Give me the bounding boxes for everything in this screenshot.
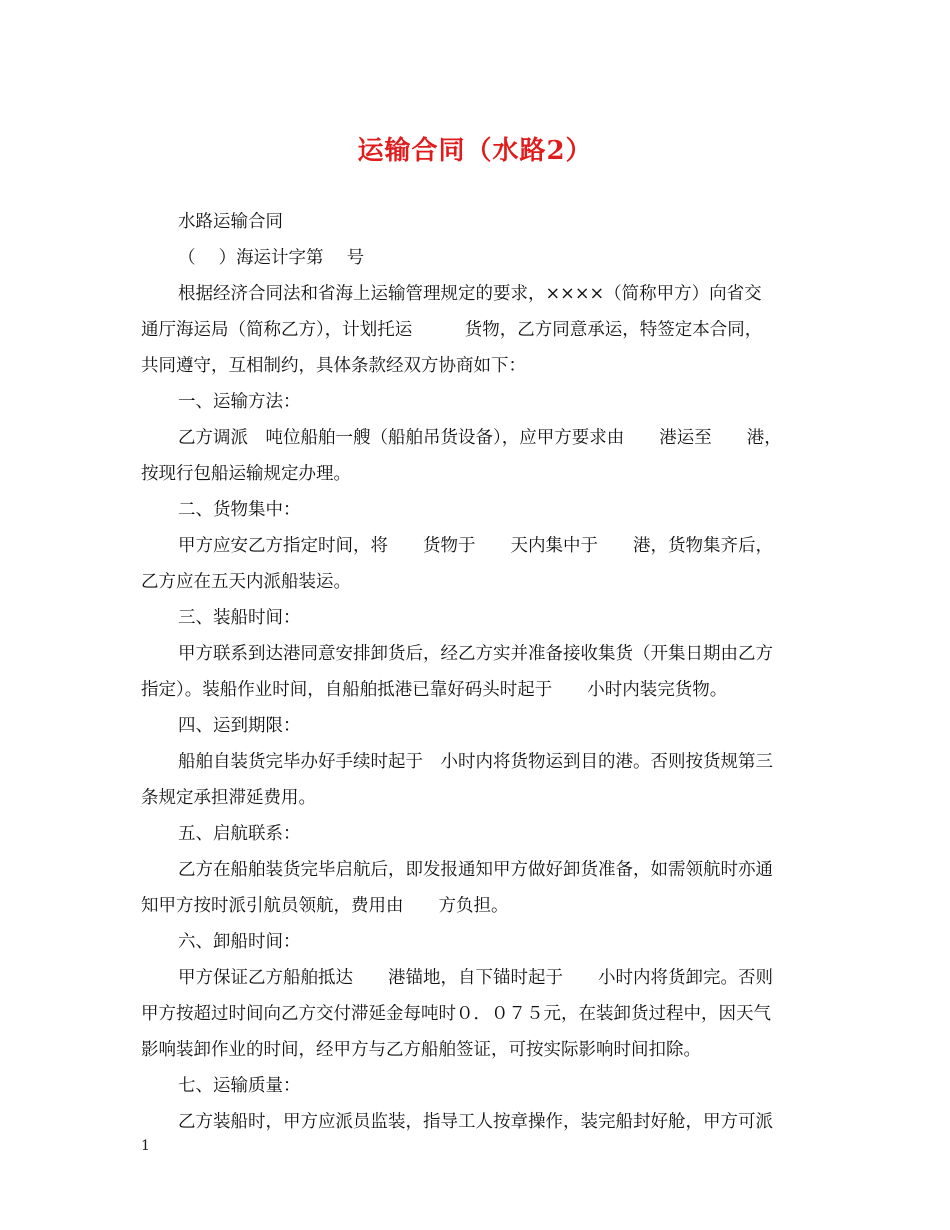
- text-line: 乙方装船时，甲方应派员监装，指导工人按章操作，装完船封好舱，甲方可派: [178, 1112, 773, 1132]
- text-line: 七、运输质量：: [178, 1076, 301, 1096]
- text-line: 乙方调派 吨位船舶一艘（船舶吊货设备），应甲方要求由 港运至 港，: [178, 428, 782, 448]
- text-line: 根据经济合同法和省海上运输管理规定的要求，××××（简称甲方）向省交: [178, 284, 762, 304]
- text-line: 按现行包船运输规定办理。: [141, 464, 351, 484]
- text-line: 船舶自装货完毕办好手续时起于 小时内将货物运到目的港。否则按货规第三: [178, 752, 773, 772]
- text-line: 二、货物集中：: [178, 500, 301, 520]
- text-line: 甲方保证乙方船舶抵达 港锚地，自下锚时起于 小时内将货卸完。否则: [178, 968, 773, 988]
- text-line: 甲方联系到达港同意安排卸货后，经乙方实并准备接收集货（开集日期由乙方: [178, 644, 773, 664]
- text-line: 知甲方按时派引航员领航，费用由 方负担。: [141, 896, 509, 916]
- text-line: 四、运到期限：: [178, 716, 301, 736]
- text-line: 条规定承担滞延费用。: [141, 788, 316, 808]
- text-line: 乙方应在五天内派船装运。: [141, 572, 351, 592]
- document-title: 运输合同（水路2）: [357, 136, 593, 166]
- text-line: 水路运输合同: [178, 212, 283, 232]
- text-line: 三、装船时间：: [178, 608, 301, 628]
- text-line: 一、运输方法：: [178, 392, 301, 412]
- text-line: 六、卸船时间：: [178, 932, 301, 952]
- text-line: 影响装卸作业的时间，经甲方与乙方船舶签证，可按实际影响时间扣除。: [141, 1040, 701, 1060]
- document-body: [141, 204, 811, 1140]
- text-line: （ ）海运计字第 号: [178, 248, 365, 268]
- page-number: 1: [141, 1138, 150, 1154]
- text-line: 甲方应安乙方指定时间，将 货物于 天内集中于 港，货物集齐后，: [178, 536, 773, 556]
- text-line: 五、启航联系：: [178, 824, 301, 844]
- text-line: 通厅海运局（简称乙方），计划托运 货物，乙方同意承运，特签定本合同，: [141, 320, 763, 340]
- text-line: 指定）。装船作业时间，自船舶抵港已靠好码头时起于 小时内装完货物。: [141, 680, 728, 700]
- text-line: 共同遵守，互相制约，具体条款经双方协商如下：: [141, 356, 526, 376]
- text-line: 乙方在船舶装货完毕启航后，即发报通知甲方做好卸货准备，如需领航时亦通: [178, 860, 773, 880]
- text-line: 甲方按超过时间向乙方交付滞延金每吨时０．０７５元，在装卸货过程中，因天气: [141, 1004, 771, 1024]
